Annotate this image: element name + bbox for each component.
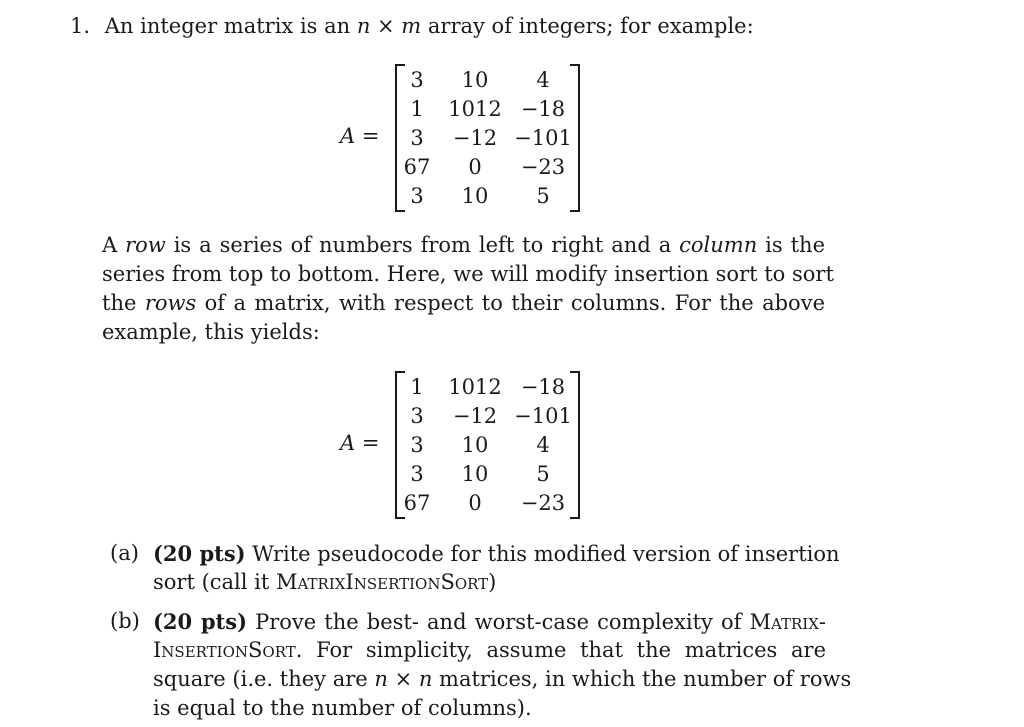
paragraph-line-1: A row is a series of numbers from left to right and a column is the [102, 233, 825, 257]
matrix2 [395, 371, 580, 519]
matrix2-cell: 3 [410, 433, 424, 457]
intro-text-before: An integer matrix is an [104, 14, 357, 38]
matrix1-cell: 3 [410, 68, 424, 92]
matrix1-cell: −18 [520, 97, 566, 121]
matrix2-cell: −23 [520, 491, 566, 515]
matrix1-cell: −101 [514, 126, 572, 150]
matrix2-cell: 4 [536, 433, 550, 457]
matrix1-cell: 4 [536, 68, 550, 92]
intro-math: n × m [356, 14, 422, 38]
matrix2-label: A = [340, 431, 380, 455]
matrix2-cell: −101 [514, 404, 572, 428]
algorithm-name-b-part1: Matrix- [749, 610, 826, 634]
matrix2-cell: 5 [536, 462, 550, 486]
paragraph-line-4: example, this yields: [102, 320, 320, 344]
matrix1 [395, 64, 580, 212]
matrix2-cell: 0 [468, 491, 482, 515]
matrix2-cell: −12 [452, 404, 498, 428]
problem-intro [70, 14, 754, 38]
matrix1-label: A = [340, 124, 380, 148]
term-rows: rows [144, 291, 197, 315]
term-row: row [125, 233, 166, 257]
term-column: column [679, 233, 758, 257]
matrix1-cell: −12 [452, 126, 498, 150]
matrix2-cell: 1012 [448, 375, 502, 399]
matrix2-cell: 10 [461, 433, 489, 457]
matrix1-cell: 1 [410, 97, 424, 121]
paragraph-line-3: the rows of a matrix, with respect to their columns. For the above [102, 291, 825, 315]
part-a-points: (20 pts) [153, 541, 246, 566]
matrix2-cell: 10 [461, 462, 489, 486]
matrix1-cell: 5 [536, 184, 550, 208]
part-b-points: (20 pts) [153, 609, 248, 634]
part-b-line-2: InsertionSort. For simplicity, assume that the matrices are [153, 638, 826, 662]
matrix2-cell: 67 [403, 491, 431, 515]
part-b-line-3: square (i.e. they are n × n matrices, in which the number of rows [153, 667, 852, 691]
matrix2-cell: 1 [410, 375, 424, 399]
algorithm-name-b-part2: InsertionSort [153, 638, 296, 662]
part-a-line-1: (20 pts) Write pseudocode for this modified version of insertion [153, 541, 840, 566]
matrix1-cell: 3 [410, 126, 424, 150]
part-b-line-4: is equal to the number of columns). [153, 696, 532, 720]
problem-number: 1. [70, 14, 91, 38]
paragraph-line-2: series from top to bottom. Here, we will modify insertion sort to sort [102, 262, 834, 286]
algorithm-name-a: MatrixInsertionSort [276, 570, 489, 594]
part-b-line-1: (20 pts) Prove the best- and worst-case complexity of Matrix- [153, 609, 826, 634]
matrix1-cell: 67 [403, 155, 431, 179]
matrix1-cell: 1012 [448, 97, 502, 121]
matrix1-cell: −23 [520, 155, 566, 179]
matrix1-cell: 10 [461, 68, 489, 92]
part-a-line-2: sort (call it MatrixInsertionSort) [153, 570, 497, 594]
matrix2-cell: 3 [410, 404, 424, 428]
matrix1-cell: 10 [461, 184, 489, 208]
matrix1-cell: 0 [468, 155, 482, 179]
matrix1-cell: 3 [410, 184, 424, 208]
part-a-label: (a) [110, 541, 139, 565]
part-b-label: (b) [110, 609, 140, 633]
matrix2-cell: 3 [410, 462, 424, 486]
intro-text-after: array of integers; for example: [421, 14, 754, 38]
matrix2-cell: −18 [520, 375, 566, 399]
part-b-math: n × n [374, 667, 433, 691]
